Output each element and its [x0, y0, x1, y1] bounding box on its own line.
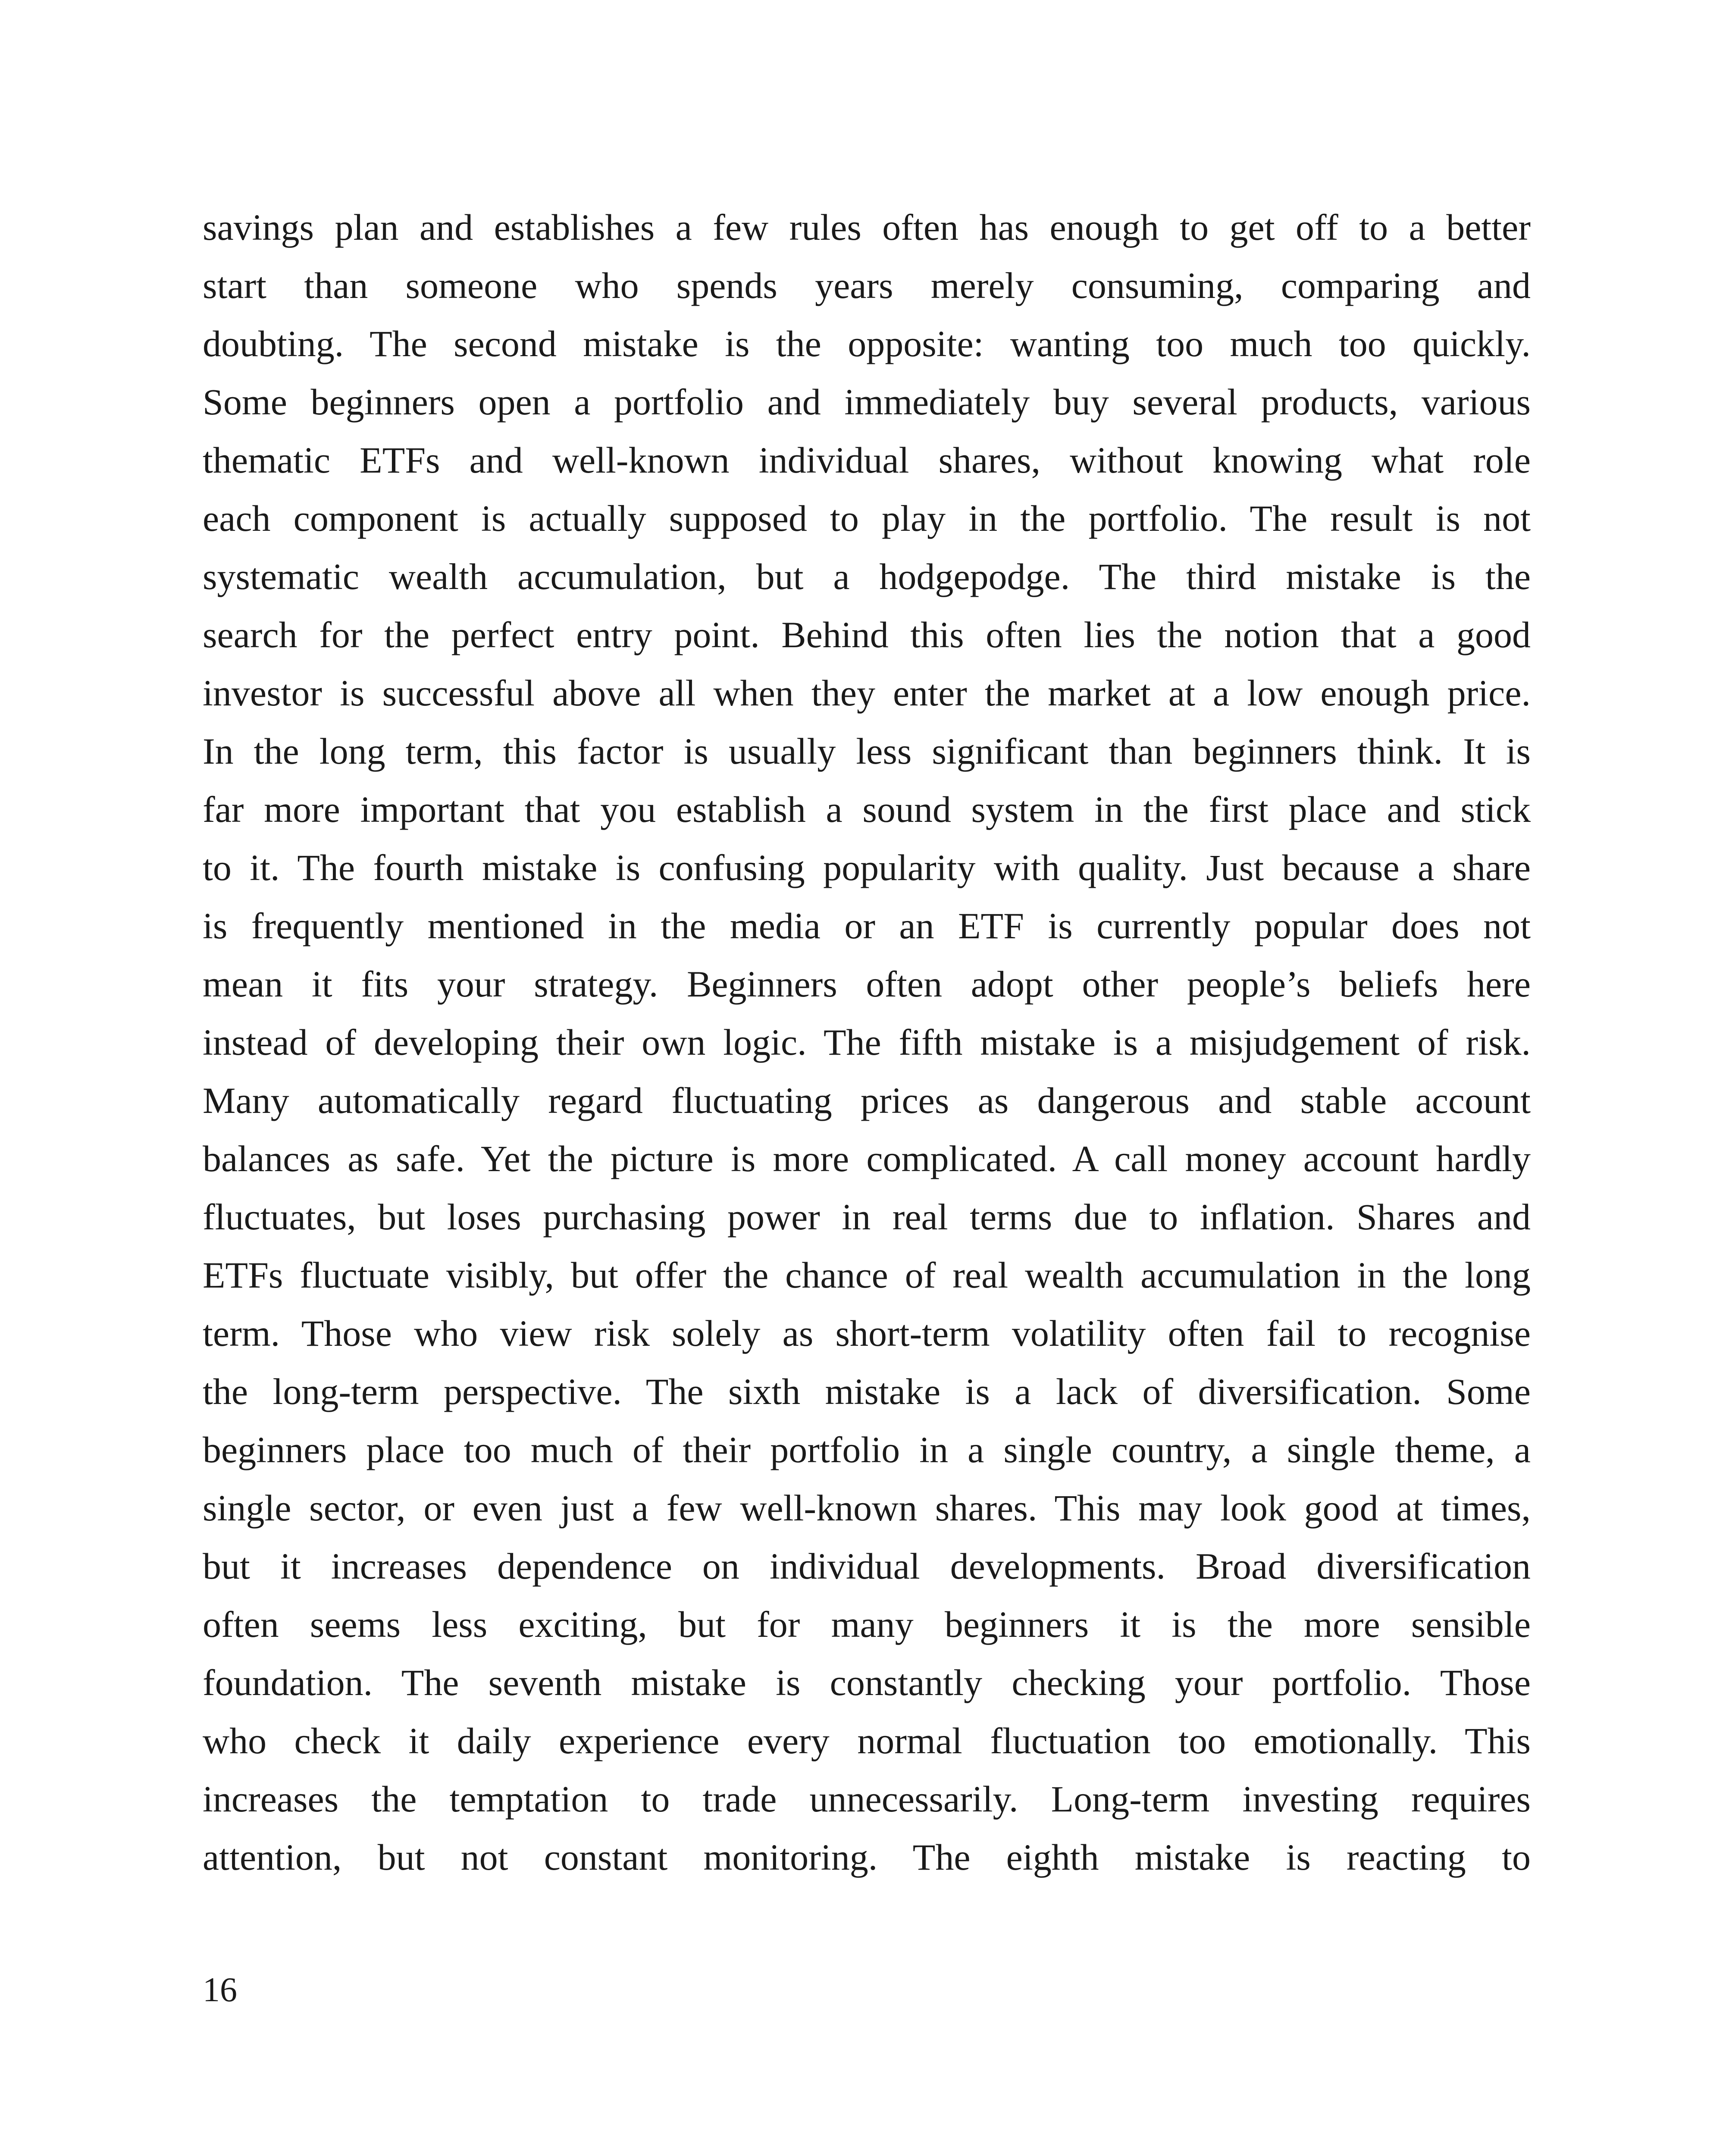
text-line: systematic wealth accumulation, but a hodgepodge. The third mistake is the — [203, 556, 1531, 597]
body-paragraph — [203, 198, 1531, 1887]
text-line: savings plan and establishes a few rules often has enough to get off to a better — [203, 207, 1531, 248]
text-line: fluctuates, but loses purchasing power in real terms due to inflation. Shares and — [203, 1196, 1531, 1238]
text-line: foundation. The seventh mistake is constantly checking your portfolio. Those — [203, 1662, 1531, 1703]
text-line: attention, but not constant monitoring. The eighth mistake is reacting to — [203, 1836, 1531, 1878]
text-line: who check it daily experience every normal fluctuation too emotionally. This — [203, 1720, 1531, 1761]
text-line: is frequently mentioned in the media or an ETF is currently popular does not — [203, 905, 1531, 946]
text-line: Some beginners open a portfolio and immediately buy several products, various — [203, 381, 1531, 423]
text-line: to it. The fourth mistake is confusing popularity with quality. Just because a share — [203, 847, 1531, 888]
text-line: but it increases dependence on individual developments. Broad diversification — [203, 1545, 1531, 1587]
text-line: investor is successful above all when they enter the market at a low enough price. — [203, 672, 1531, 714]
text-line: increases the temptation to trade unnecessarily. Long-term investing requires — [203, 1778, 1531, 1820]
text-line: each component is actually supposed to play in the portfolio. The result is not — [203, 498, 1531, 539]
page-number: 16 — [203, 1971, 237, 2009]
text-line: single sector, or even just a few well-known shares. This may look good at times, — [203, 1487, 1531, 1529]
text-line: doubting. The second mistake is the opposite: wanting too much too quickly. — [203, 323, 1531, 364]
text-line: beginners place too much of their portfolio in a single country, a single theme, a — [203, 1429, 1531, 1470]
text-line: In the long term, this factor is usually less significant than beginners think. It is — [203, 730, 1531, 772]
text-line: search for the perfect entry point. Behind this often lies the notion that a good — [203, 614, 1531, 655]
text-line: thematic ETFs and well-known individual shares, without knowing what role — [203, 439, 1531, 481]
text-line: term. Those who view risk solely as short-term volatility often fail to recognise — [203, 1313, 1531, 1354]
text-line: Many automatically regard fluctuating prices as dangerous and stable account — [203, 1080, 1531, 1121]
text-line: instead of developing their own logic. The fifth mistake is a misjudgement of risk. — [203, 1022, 1531, 1063]
text-line: the long-term perspective. The sixth mistake is a lack of diversification. Some — [203, 1371, 1531, 1412]
text-line: ETFs fluctuate visibly, but offer the chance of real wealth accumulation in the long — [203, 1254, 1531, 1296]
text-line: mean it fits your strategy. Beginners often adopt other people’s beliefs here — [203, 963, 1531, 1005]
text-line: start than someone who spends years merely consuming, comparing and — [203, 265, 1531, 306]
text-line: balances as safe. Yet the picture is more complicated. A call money account hardly — [203, 1138, 1531, 1179]
text-line: often seems less exciting, but for many beginners it is the more sensible — [203, 1604, 1531, 1645]
text-line: far more important that you establish a sound system in the first place and stick — [203, 789, 1531, 830]
